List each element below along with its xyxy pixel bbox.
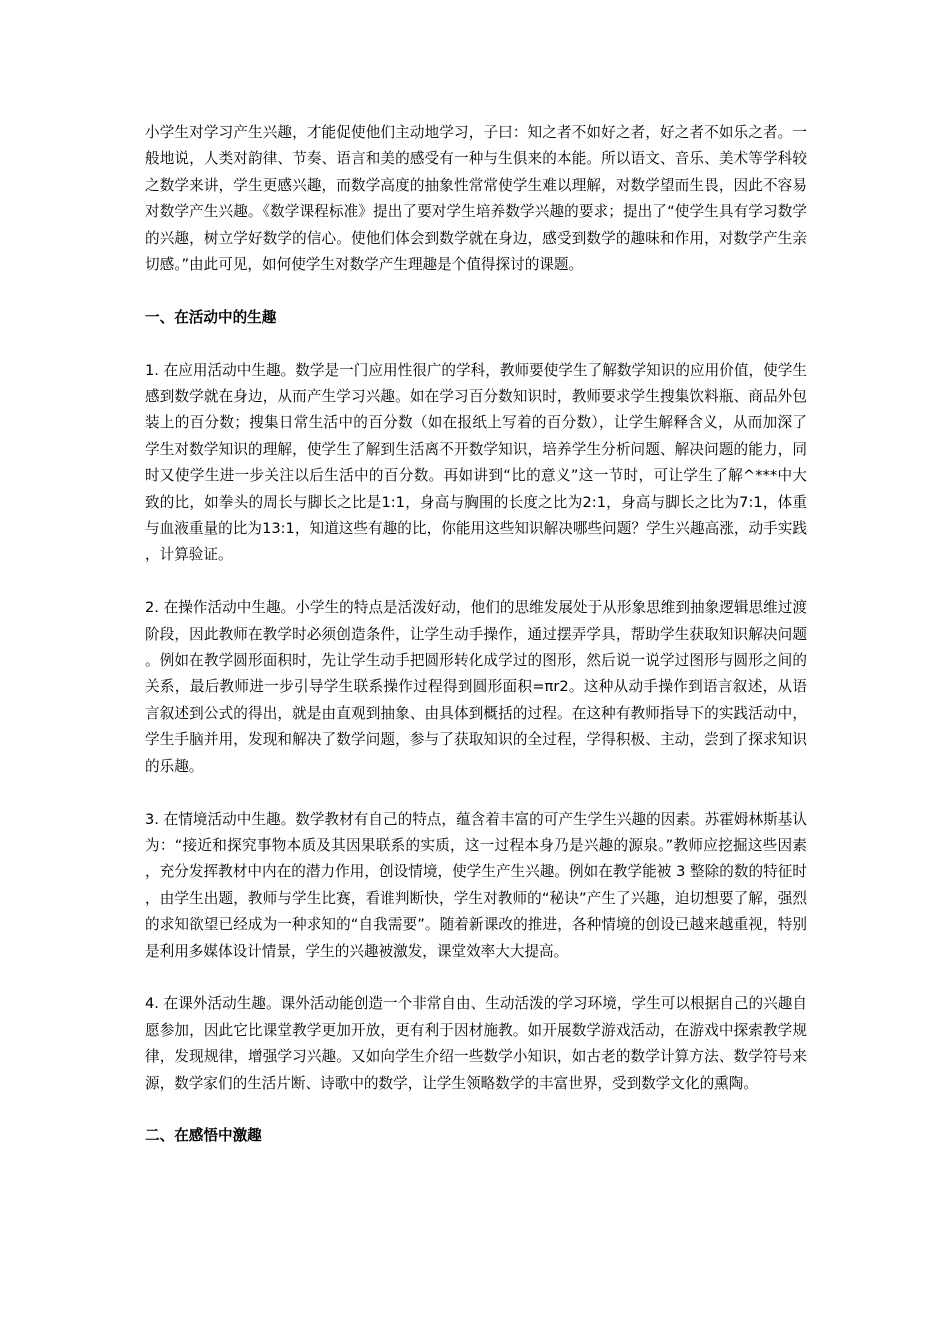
paragraph-4: 4. 在课外活动生趣。课外活动能创造一个非常自由、生动活泼的学习环境，学生可以根据自己的兴趣自愿参加，因此它比课堂教学更加开放，更有利于因材施教。如开展数学游戏活动，在游戏中探索教学规律，发现规律，增强学习兴趣。又如向学生介绍一些数学小知识，如古老的数学计算方法、数学符号来源，数学家们的生活片断、诗歌中的数学，让学生领略数学的丰富世界，受到数学文化的熏陶。 xyxy=(145,995,807,1092)
intro-paragraph: 小学生对学习产生兴趣，才能促使他们主动地学习，子曰：知之者不如好之者，好之者不如乐之者。一般地说，人类对韵律、节奏、语言和美的感受有一种与生俱来的本能。所以语文、音乐、美术等学科较之数学来讲，学生更感兴趣，而数学高度的抽象性常常使学生难以理解，对数学望而生畏，因此不容易对数学产生兴趣。《数学课程标准》提出了要对学生培养数学兴趣的要求；提出了“使学生具有学习数学的兴趣，树立学好数学的信心。使他们体会到数学就在身边，感受到数学的趣味和作用，对数学产生亲切感。”由此可见，如何使学生对数学产生理趣是个值得探讨的课题。 xyxy=(145,124,807,274)
section-heading-2: 二、在感悟中激趣 xyxy=(145,1127,262,1145)
paragraph-gap xyxy=(145,278,807,304)
paragraph-gap xyxy=(145,569,807,595)
paragraph-1: 1. 在应用活动中生趣。数学是一门应用性很广的学科，教师要使学生了解数学知识的应用价值，使学生感到数学就在身边，从而产生学习兴趣。如在学习百分数知识时，教师要求学生搜集饮料瓶、商品外包装上的百分数；搜集日常生活中的百分数（如在报纸上写着的百分数），让学生解释含义，从而加深了学生对数学知识的理解，使学生了解到生活离不开数学知识，培养学生分析问题、解决问题的能力，同时又使学生进一步关注以后生活中的百分数。再如讲到“比的意义”这一节时，可让学生了解^***中大致的比，如拳头的周长与脚长之比是1:1，身高与胸围的长度之比为2:1，身高与脚长之比为7:1，体重与血液重量的比为13:1，知道这些有趣的比，你能用这些知识解决哪些问题？学生兴趣高涨，动手实践，计算验证。 xyxy=(145,361,807,564)
paragraph-2: 2. 在操作活动中生趣。小学生的特点是活泼好动，他们的思维发展处于从形象思维到抽象逻辑思维过渡阶段，因此教师在教学时必须创造条件，让学生动手操作，通过摆弄学具，帮助学生获取知识解决问题。例如在教学圆形面积时，先让学生动手把圆形转化成学过的图形，然后说一说学过图形与圆形之间的关系，最后教师进一步引导学生联系操作过程得到圆形面积=πr2。这种从动手操作到语言叙述，从语言叙述到公式的得出，就是由直观到抽象、由具体到概括的过程。在这种有教师指导下的实践活动中，学生手脑并用，发现和解决了数学问题，参与了获取知识的全过程，学得积极、主动，尝到了探求知识的乐趣。 xyxy=(145,599,807,775)
document-body xyxy=(145,120,807,1150)
paragraph-gap xyxy=(145,331,807,357)
paragraph-gap xyxy=(145,965,807,991)
paragraph-gap xyxy=(145,1097,807,1123)
paragraph-gap xyxy=(145,780,807,806)
section-heading-1: 一、在活动中的生趣 xyxy=(145,308,277,326)
paragraph-3: 3. 在情境活动中生趣。数学教材有自己的特点，蕴含着丰富的可产生学生兴趣的因素。苏霍姆林斯基认为：“接近和探究事物本质及其因果联系的实质，这一过程本身乃是兴趣的源泉。”教师应挖掘这些因素，充分发挥教材中内在的潜力作用，创设情境，使学生产生兴趣。例如在教学能被 3 整除的数的特征时，由学生出题，教师与学生比赛，看谁判断快，学生对教师的“秘诀”产生了兴趣，迫切想要了解，强烈的求知欲望已经成为一种求知的“自我需要”。随着新课改的推进，各种情境的创设已越来越重视，特别是利用多媒体设计情景，学生的兴趣被激发，课堂效率大大提高。 xyxy=(145,810,807,960)
